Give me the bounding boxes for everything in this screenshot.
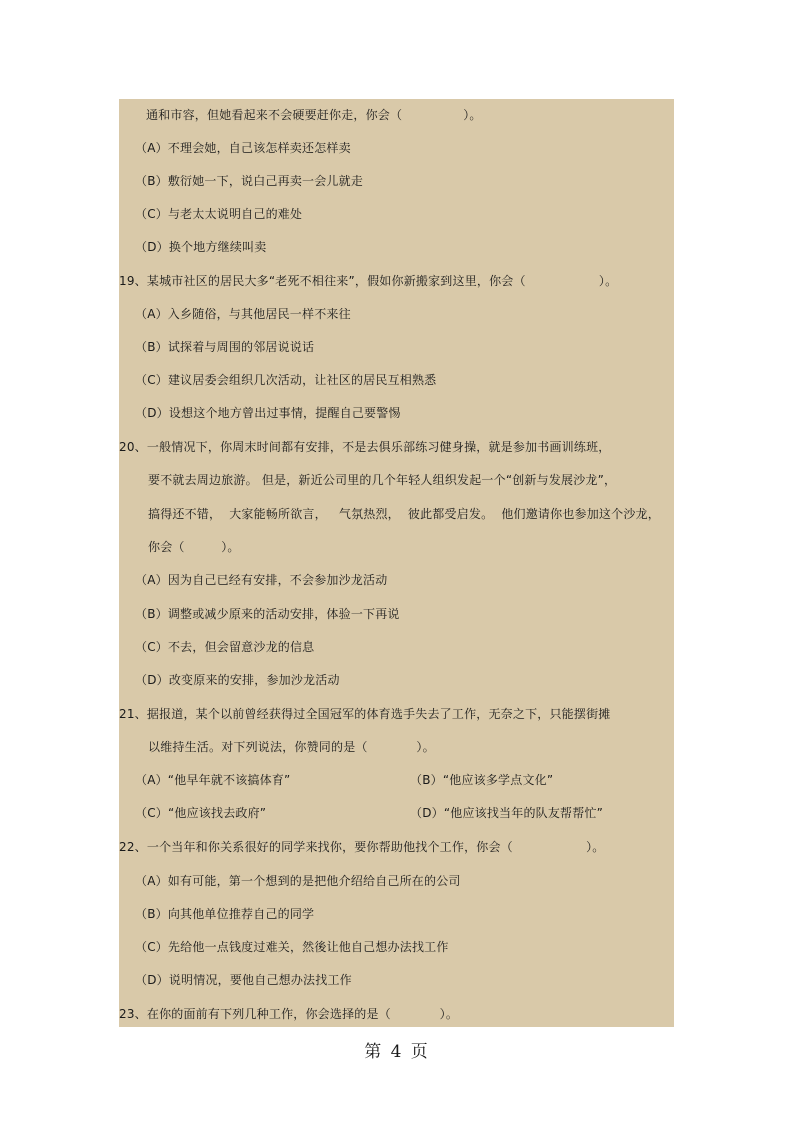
q20-stem-line-4: 你会（ ）。: [148, 540, 240, 554]
q22-option-b: （B）向其他单位推荐自己的同学: [135, 907, 315, 921]
q20-stem-line-3: 搞得还不错， 大家能畅所欲言， 气氛热烈， 彼此都受启发。 他们邀请你也参加这个沙龙，: [148, 507, 660, 521]
q19-stem: 19、某城市社区的居民大多“老死不相往来”，假如你新搬家到这里，你会（ ）。: [119, 274, 618, 288]
q21-stem-line-2: 以维持生活。对下列说法，你赞同的是（ ）。: [148, 740, 435, 754]
q20-option-b: （B）调整或减少原来的活动安排，体验一下再说: [135, 607, 400, 621]
q20-stem-line-2: 要不就去周边旅游。 但是，新近公司里的几个年轻人组织发起一个“创新与发展沙龙”，: [148, 473, 617, 487]
q23-stem: 23、在你的面前有下列几种工作，你会选择的是（ ）。: [119, 1007, 459, 1021]
q22-option-a: （A）如有可能，第一个想到的是把他介绍给自己所在的公司: [135, 874, 461, 888]
q21-option-d: （D）“他应该找当年的队友帮帮忙”: [410, 806, 604, 820]
q20-option-d: （D）改变原来的安排，参加沙龙活动: [135, 673, 340, 687]
q21-option-b: （B）“他应该多学点文化”: [410, 773, 554, 787]
q18-option-d: （D）换个地方继续叫卖: [135, 240, 267, 254]
q21-option-c: （C）“他应该找去政府”: [135, 806, 267, 820]
q19-option-d: （D）设想这个地方曾出过事情，提醒自己要警惕: [135, 406, 401, 420]
q22-stem: 22、一个当年和你关系很好的同学来找你，要你帮助他找个工作，你会（ ）。: [119, 840, 605, 854]
q20-option-c: （C）不去，但会留意沙龙的信息: [135, 640, 315, 654]
q20-stem-line-1: 20、一般情况下，你周末时间都有安排，不是去俱乐部练习健身操，就是参加书画训练班，: [119, 440, 611, 454]
q22-option-d: （D）说明情况，要他自己想办法找工作: [135, 973, 352, 987]
q19-option-c: （C）建议居委会组织几次活动，让社区的居民互相熟悉: [135, 373, 437, 387]
q18-option-c: （C）与老太太说明自己的难处: [135, 207, 303, 221]
q21-option-a: （A）“他早年就不该搞体育”: [135, 773, 291, 787]
q22-option-c: （C）先给他一点钱度过难关，然後让他自己想办法找工作: [135, 940, 449, 954]
q20-option-a: （A）因为自己已经有安排，不会参加沙龙活动: [135, 573, 388, 587]
q18-option-a: （A）不理会她，自己该怎样卖还怎样卖: [135, 141, 351, 155]
q18-stem-tail: 通和市容，但她看起来不会硬要赶你走，你会（ ）。: [146, 108, 482, 122]
q18-option-b: （B）敷衍她一下，说白己再卖一会儿就走: [135, 174, 364, 188]
q21-stem-line-1: 21、据报道，某个以前曾经获得过全国冠军的体育选手失去了工作，无奈之下，只能摆街摊: [119, 707, 611, 721]
page-number: 第 4 页: [364, 1042, 430, 1062]
q19-option-b: （B）试探着与周围的邻居说说话: [135, 340, 315, 354]
q19-option-a: （A）入乡随俗，与其他居民一样不来往: [135, 307, 351, 321]
